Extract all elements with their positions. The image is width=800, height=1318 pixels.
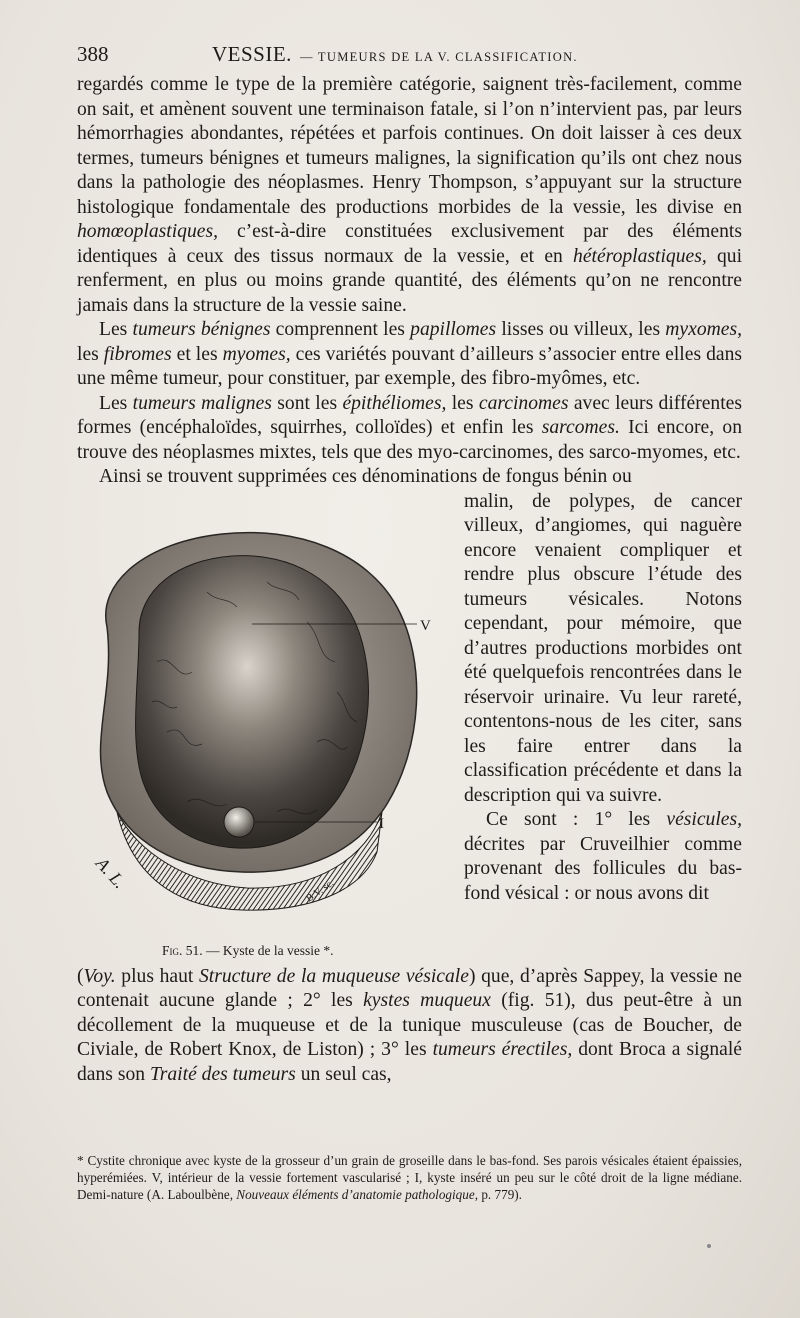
italic-term: épithéliomes,	[342, 392, 447, 414]
figure-caption	[162, 939, 462, 964]
italic-term: Nouveaux éléments d’anatomie pathologique,	[236, 1187, 479, 1202]
italic-term: hétéroplastiques,	[573, 245, 707, 267]
italic-term: Structure de la muqueuse vésicale	[198, 965, 469, 987]
running-header	[77, 42, 742, 70]
label-v: V	[420, 617, 431, 634]
italic-term: carcinomes	[478, 392, 569, 414]
paragraph-3: Les tumeurs malignes sont les épithéliomes, les carcinomes avec leurs différentes formes (encéphaloïdes, squirrhes, colloïdes) et enfin les sarcomes. Ici encore, on trouve des néoplasmes mixtes, tels que des myo-carcinomes, des sarco-myomes, etc.	[77, 392, 742, 463]
bladder-inner-cavity	[136, 555, 369, 848]
paragraph-1: regardés comme le type de la première catégorie, saignent très-facilement, comme on sait, et amènent souvent une terminaison fatale, si l’on n’intervient pas, par leurs hémorrhagies abondantes, répétées et parfois continues. On doit laisser à ces deux termes, tumeurs bénignes et tumeurs malignes, la signification qu’ils ont chez nous dans la pathologie des néoplasmes. Henry Thompson, s’appuyant sur la structure histologique fondamentale des productions morbides de la vessie, les divise en homœoplastiques, c’est-à-dire constituées exclusivement par des éléments identiques à ceux des tissus normaux de la vessie, et en hétéroplastiques, qui renferment, en plus ou moins grande quantité, des éléments qu’on ne rencontre jamais dans la structure de la vessie saine.	[77, 74, 743, 316]
paragraph-4-first-line: Ainsi se trouvent supprimées ces dénominations de fongus bénin ou	[99, 466, 632, 487]
paragraph-5-wrap: Ce sont : 1° les vésicules, décrites par Cruveilhier comme provenant des follicules du bas-fond vésical : or nous avons dit	[464, 809, 742, 904]
wrapped-text	[464, 490, 742, 907]
italic-term: kystes muqueux	[363, 990, 491, 1011]
italic-term: myxomes,	[665, 319, 742, 340]
italic-term: Voy.	[83, 965, 116, 987]
italic-term: papillomes	[410, 319, 497, 340]
italic-term: tumeurs bénignes	[132, 319, 271, 340]
ink-speck	[707, 1244, 711, 1248]
italic-term: fibromes	[103, 343, 172, 365]
label-i: I	[379, 815, 384, 832]
figure-caption-text: — Kyste de la vessie *.	[206, 942, 334, 958]
figure-number: Fig. 51.	[162, 942, 203, 958]
figure-wrap-block	[77, 490, 742, 965]
italic-term: homœoplastiques,	[77, 221, 218, 242]
artist-signature: A. L.	[92, 852, 130, 892]
italic-term: tumeurs malignes	[132, 392, 272, 414]
paragraph-5-continued: (Voy. plus haut Structure de la muqueuse vésicale) que, d’après Sappey, la vessie ne contenait aucune glande ; 2° les kystes muqueux (fig. 51), dus peut-être à un décollement de la muqueuse et de la tunique musculeuse (cas de Boucher, de Civiale, de Robert Knox, de Liston) ; 3° les tumeurs érectiles, dont Broca a signalé dans son Traité des tumeurs un seul cas,	[77, 965, 742, 1085]
paragraph-4-wrap: malin, de polypes, de cancer villeux, d’angiomes, qui naguère encore venaient compliquer et rendre plus obscure l’étude des tumeurs vésicales. Notons cependant, pour mémoire, que d’autres productions morbides ont été quelquefois rencontrées dans le réservoir urinaire. Vu leur rareté, contentons-nous de les citer, sans les faire entrer dans la classification précédente et dans la description qui va suivre.	[464, 490, 742, 806]
italic-term: sarcomes.	[541, 417, 620, 438]
header-title-main: VESSIE.	[212, 42, 292, 66]
paragraph-2: Les tumeurs bénignes comprennent les papillomes lisses ou villeux, les myxomes, les fibromes et les myomes, ces variétés pouvant d’ailleurs s’associer entre elles dans une même tumeur, pour constituer, par exemple, des fibro-myômes, etc.	[77, 319, 742, 389]
figure-51	[77, 512, 462, 958]
main-text	[77, 73, 742, 1087]
italic-term: vésicules,	[666, 809, 742, 830]
italic-term: Traité des tumeurs	[149, 1063, 296, 1085]
page-number: 388	[77, 42, 109, 66]
italic-term: tumeurs érectiles,	[432, 1039, 573, 1060]
cyst	[224, 807, 254, 837]
italic-term: myomes,	[222, 343, 291, 365]
header-subtitle: — TUMEURS DE LA V. CLASSIFICATION.	[299, 50, 578, 64]
bladder-cyst-illustration	[77, 512, 462, 932]
header-title	[212, 42, 578, 67]
footnote: * Cystite chronique avec kyste de la grosseur d’un grain de groseille dans le bas-fond. Ses parois vésicales étaient épaissies, hyperémiées. V, intérieur de la vessie fortement vascularisé ; I, kyste inséré un peu sur le côté droit de la ligne médiane. Demi-nature (A. Laboulbène, Nouveaux éléments d’anatomie pathologique, p. 779).	[77, 1153, 742, 1202]
engraver-signature: B.V. sc.	[304, 877, 337, 904]
